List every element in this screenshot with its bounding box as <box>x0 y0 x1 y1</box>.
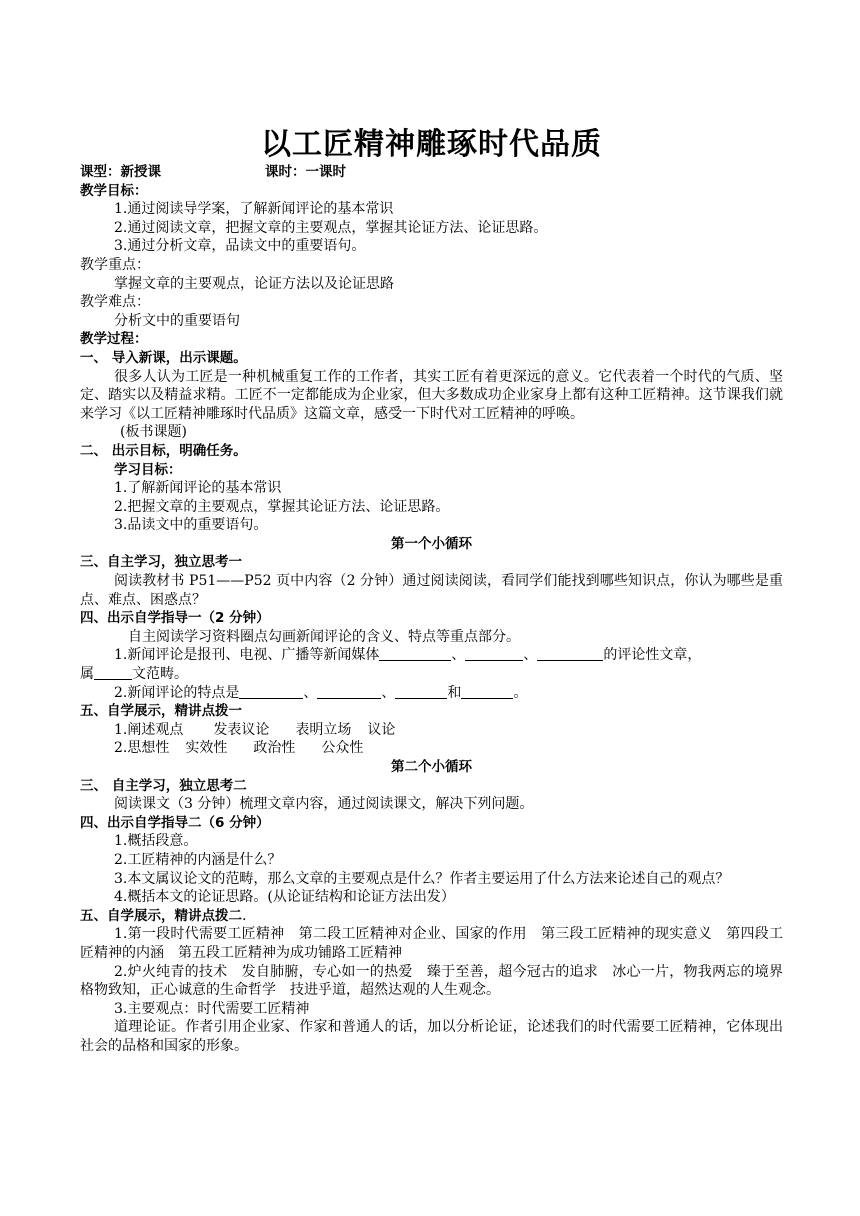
loop-heading-1: 第一个小循环 <box>391 535 472 552</box>
section-heading-1: 一、 导入新课，出示课题。 <box>80 349 247 366</box>
question-1-text-tail: 文范畴。 <box>132 666 188 683</box>
section-heading-5: 五、自学展示，精讲点拨一 <box>80 703 242 720</box>
goal-item: 1.通过阅读导学案，了解新闻评论的基本常识 <box>114 201 394 218</box>
section-heading-3: 三、自主学习，独立思考一 <box>80 554 242 571</box>
guide-item: 3.本文属议论文的范畴，那么文章的主要观点是什么？作者主要运用了什么方法来论述自己的观点？ <box>114 870 730 887</box>
answer-term: 公众性 <box>321 740 364 757</box>
key-heading: 教学重点： <box>80 256 150 273</box>
self-study-paragraph: 阅读教材书 P51——P52 页中内容（2 分钟）通过阅读阅读，看同学们能找到哪些知识点，你认为哪些是重点、难点、困惑点？ <box>80 573 783 608</box>
question-2-text: 2.新闻评论的特点是 <box>114 684 240 701</box>
answer-paragraph: 道理论证。作者引用企业家、作家和普通人的话，加以分析论证，论述我们的时代需要工匠精神，它体现出社会的品格和国家的形象。 <box>80 1019 783 1054</box>
section-heading-2: 二、 出示目标，明确任务。 <box>80 442 247 459</box>
difficulty-text: 分析文中的重要语句 <box>114 312 240 329</box>
learning-goal-item: 1.了解新闻评论的基本常识 <box>114 480 282 497</box>
and-word: 和 <box>447 684 462 701</box>
answer-row-2 <box>80 739 783 758</box>
section-heading-8 <box>80 907 783 926</box>
section-heading-7: 四、出示自学指导二（6 分钟） <box>80 814 270 831</box>
answer-term: 实效性 <box>185 740 228 757</box>
loop-heading-2: 第二个小循环 <box>391 759 472 775</box>
separator: 、 <box>303 684 318 701</box>
section-heading-8-text: 五、自学展示，精讲点拨二 <box>80 907 242 924</box>
blank[interactable] <box>465 646 523 661</box>
document-title: 以工匠精神雕琢时代品质 <box>261 127 602 162</box>
heading-period: . <box>242 907 247 924</box>
guide-item: 2.工匠精神的内涵是什么？ <box>114 851 282 868</box>
blank[interactable] <box>395 684 447 699</box>
answer-term: 议论 <box>367 721 396 738</box>
blank[interactable] <box>537 646 603 661</box>
question-1-cont <box>80 665 783 684</box>
lesson-hours: 课时：一课时 <box>265 164 346 180</box>
answer-term: 政治性 <box>253 740 296 757</box>
goal-item: 3.通过分析文章，品读文中的重要语句。 <box>114 238 366 255</box>
lesson-type: 课型：新授课 <box>80 164 161 180</box>
answer-row-1 <box>80 721 783 740</box>
section-heading-6-text: 三、 自主学习，独立思考二 <box>80 777 247 794</box>
reading-task: 阅读课文（3 分钟）梳理文章内容，通过阅读课文，解决下列问题。 <box>114 796 534 813</box>
key-text: 掌握文章的主要观点，论证方法以及论证思路 <box>114 275 394 292</box>
blank[interactable] <box>94 665 132 680</box>
answer-paragraph: 3.主要观点：时代需要工匠精神 <box>114 1000 310 1017</box>
lesson-meta <box>80 163 783 182</box>
answer-term: 1.阐述观点 <box>114 721 184 738</box>
separator: 、 <box>381 684 396 701</box>
section-heading-6 <box>80 777 783 796</box>
blank[interactable] <box>239 684 303 699</box>
learning-goal-item: 2.把握文章的主要观点，掌握其论证方法、论证思路。 <box>114 498 450 515</box>
answer-term: 2.思想性 <box>114 740 170 757</box>
learning-goal-item: 3.品读文中的重要语句。 <box>114 517 268 534</box>
question-2 <box>80 684 783 703</box>
answer-paragraph: 2.炉火纯青的技术 发自肺腑，专心如一的热爱 臻于至善，超今冠古的追求 冰心一片，物我两忘的境界 格物致知，正心诚意的生命哲学 技进乎道，超然达观的人生观念。 <box>80 963 797 999</box>
answer-term: 发表议论 <box>213 721 270 738</box>
goals-heading: 教学目标： <box>80 182 148 199</box>
blank[interactable] <box>317 684 381 699</box>
question-1-text-cont: 属 <box>80 666 94 683</box>
difficulty-heading: 教学难点： <box>80 294 150 311</box>
answer-paragraph: 1.第一段时代需要工匠精神 第二段工匠精神对企业、国家的作用 第三段工匠精神的现实意义 第四段工匠精神的内涵 第五段工匠精神为成功铺路工匠精神 <box>80 926 783 961</box>
period: 。 <box>513 684 528 701</box>
learning-goals-heading: 学习目标： <box>114 461 182 478</box>
intro-paragraph: 很多人认为工匠是一种机械重复工作的工作者，其实工匠有着更深远的意义。它代表着一个时代的气质、坚定、踏实以及精益求精。工匠不一定都能成为企业家，但大多数成功企业家身上都有这种工匠精神。这节课我们就来学习《以工匠精神雕琢时代品质》这篇文章，感受一下时代对工匠精神的呼唤。 <box>80 368 783 422</box>
question-1-text: 1.新闻评论是报刊、电视、广播等新闻媒体 <box>114 647 380 664</box>
answer-term: 表明立场 <box>295 721 352 738</box>
section-heading-4: 四、出示自学指导一（2 分钟） <box>80 610 270 627</box>
board-note: (板书课题) <box>120 424 187 441</box>
separator: 、 <box>523 647 538 664</box>
guide-item: 1.概括段意。 <box>114 833 198 850</box>
document-page <box>80 127 797 1056</box>
goal-item: 2.通过阅读文章，把握文章的主要观点，掌握其论证方法、论证思路。 <box>114 219 548 236</box>
question-1-text-end: 的评论性文章， <box>603 647 702 664</box>
separator: 、 <box>451 647 466 664</box>
guide-item: 4.概括本文的论证思路。(从论证结构和论证方法出发） <box>114 889 455 906</box>
blank[interactable] <box>461 684 513 699</box>
guide-intro: 自主阅读学习资料圈点勾画新闻评论的含义、特点等重点部分。 <box>128 628 520 645</box>
question-1 <box>80 646 783 665</box>
process-heading: 教学过程： <box>80 331 148 348</box>
blank[interactable] <box>379 646 451 661</box>
